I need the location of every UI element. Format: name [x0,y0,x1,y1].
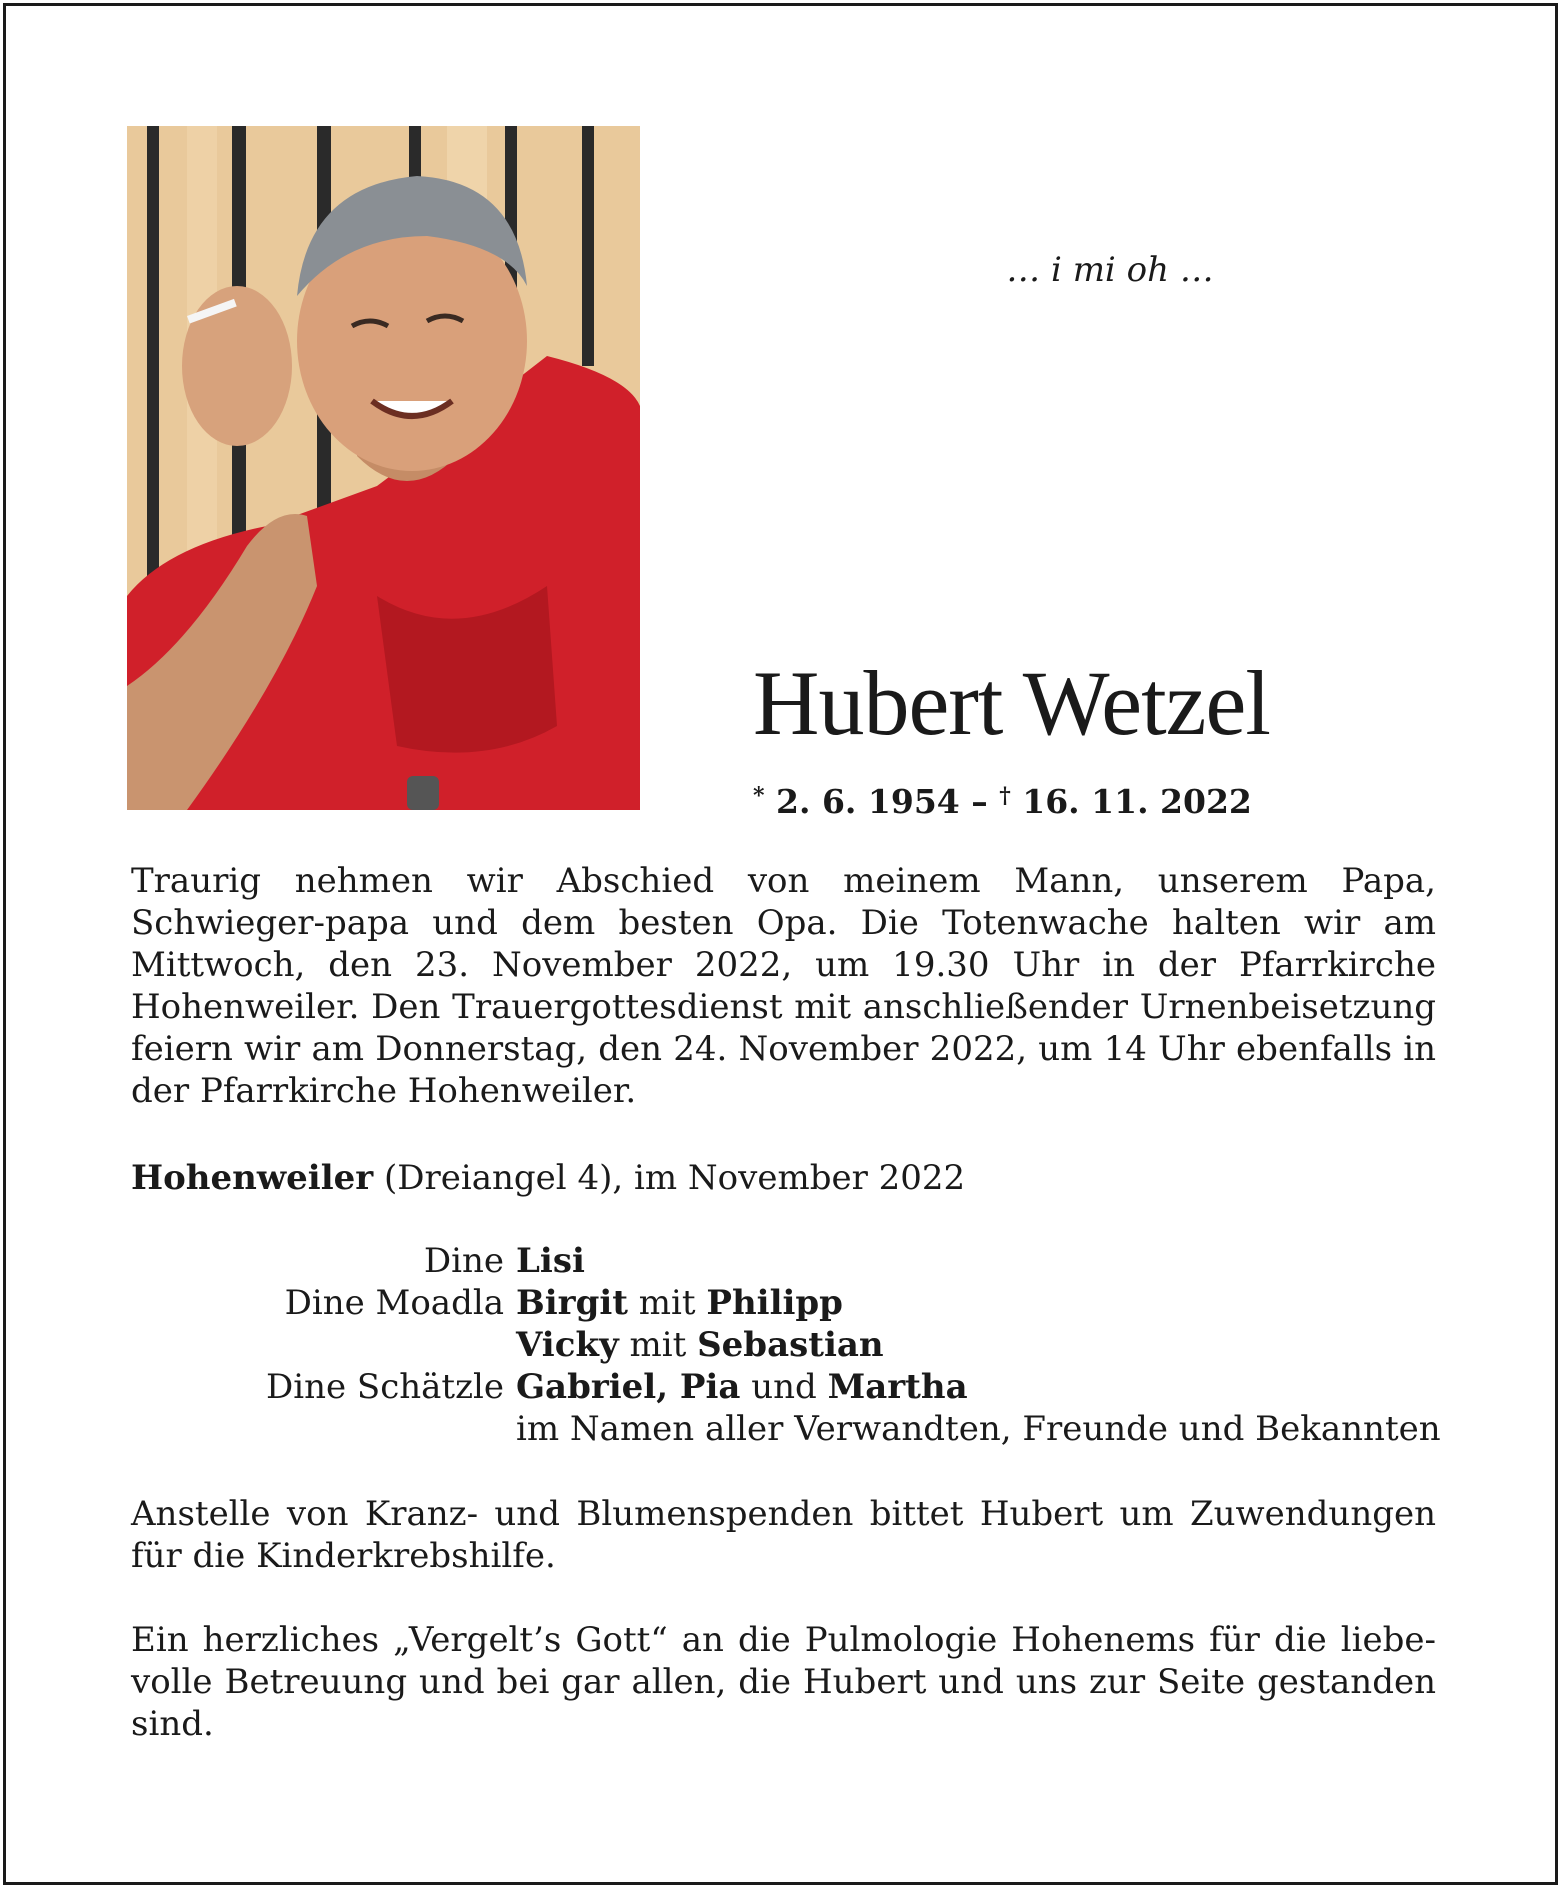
date-separator: – [959,782,1000,821]
family-names [516,1366,968,1408]
family-name: Gabriel, Pia [516,1367,741,1407]
announcement-text: Traurig nehmen wir Abschied von meinem Mann, unserem Papa, Schwieger-papa und dem besten Opa. Die Totenwache halten wir am Mittwoch, den 23. November 2022, um 19.30 Uhr in der Pfarrkirche Hohenweiler. Den Trauergottesdienst mit anschließender Urnenbeisetzung feiern wir am Donnerstag, den 24. November 2022, um 14 Uhr ebenfalls in der Pfarrkirche Hohenweiler. [131,861,1436,1111]
family-connector: und [740,1367,828,1407]
thanks-text: Ein herzliches „Vergelt’s Gott“ an die Pulmologie Hohenems für die liebe-volle Betreuung und bei gar allen, die Hubert und uns zur Seite gestanden sind. [131,1620,1436,1744]
family-names [516,1282,843,1324]
family-label: Dine Schätzle [265,1367,504,1407]
family-name: Birgit [516,1283,628,1323]
family-connector: mit [618,1325,698,1365]
family-label: Dine Moadla [284,1283,504,1323]
birth-date: 2. 6. 1954 [776,782,960,821]
donation-text: Anstelle von Kranz- und Blumenspenden bittet Hubert um Zuwendungen für die Kinderkrebshilfe. [131,1494,1436,1576]
family-name: Sebastian [697,1325,884,1365]
place-town: Hohenweiler [131,1158,374,1198]
motto: … i mi oh … [1006,250,1214,290]
family-name: Vicky [516,1325,619,1365]
birth-symbol: * [753,783,765,809]
family-name: Martha [827,1367,968,1407]
family-names [516,1240,585,1282]
life-dates [753,782,1252,821]
family-names [516,1324,884,1366]
family-name: Philipp [706,1283,843,1323]
family-name: Lisi [516,1241,585,1281]
family-label: Dine [423,1241,504,1281]
place-rest: (Dreiangel 4), im November 2022 [373,1158,966,1198]
death-symbol: † [999,783,1011,809]
portrait-photo [127,126,640,810]
deceased-name: Hubert Wetzel [753,652,1270,754]
place-and-date [131,1158,965,1198]
death-date: 16. 11. 2022 [1022,782,1252,821]
family-connector: mit [627,1283,707,1323]
family-relatives-text: im Namen aller Verwandten, Freunde und Bekannten [516,1409,1441,1449]
